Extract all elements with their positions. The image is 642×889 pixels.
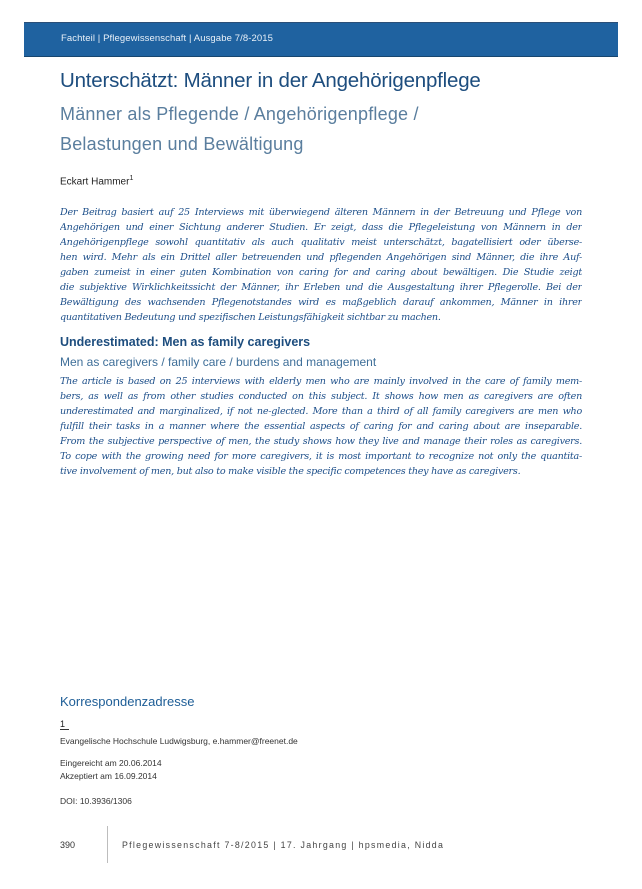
abstract-de-line: hen wird. Mehr als ein Drittel aller betreuenden und pflegenden Angehörigen sind Männer, die ihre Auf- <box>60 252 582 263</box>
abstract-de-line: quantitativen Bedeutung und spezifischen Leistungsfähigkeit sichtbar zu machen. <box>60 312 441 323</box>
abstract-en-line: bers, as well as from other studies conducted on this subject. It shows how men as caregivers are often <box>60 391 582 402</box>
footer-divider <box>107 826 108 863</box>
abstract-en-line: underestimated and marginalized, if not ne-glected. More than a third of all family caregivers are men who <box>60 406 582 417</box>
footer-journal-info: Pflegewissenschaft 7-8/2015 | 17. Jahrgang | hpsmedia, Nidda <box>122 840 445 850</box>
abstract-de-line: Angehörigen und einer Sichtung anderer Studien. Er zeigt, dass die Pflegeleistung von Männern in der <box>60 222 582 233</box>
abstract-en-line: To cope with the growing need for more caregivers, it is most important to recognize not only the quantita- <box>60 451 582 462</box>
abstract-en-line: From the subjective perspective of men, the study shows how they live and manage their roles as caregivers. <box>60 436 582 447</box>
abstract-de-line: Bewältigung des wachsenden Pflegenotstandes wird es maßgeblich darauf ankommen, Männer in ihrer <box>60 297 582 308</box>
abstract-en-line: tive involvement of men, but also to make visible the specific competences they have as caregivers. <box>60 466 521 477</box>
page-number: 390 <box>60 840 76 850</box>
abstract-de-line: gaben zumeist in einer guten Kombination von caring for and caring about bewältigen. Die Studie zeigt <box>60 267 582 278</box>
english-subtitle: Men as caregivers / family care / burdens and management <box>60 355 377 369</box>
doi-reference: DOI: 10.3936/1306 <box>60 796 132 806</box>
english-title: Underestimated: Men as family caregivers <box>60 335 311 349</box>
article-subtitle-line-2: Belastungen und Bewältigung <box>60 134 304 154</box>
banner-text: Fachteil | Pflegewissenschaft | Ausgabe 7/8-2015 <box>61 33 273 44</box>
article-title: Unterschätzt: Männer in der Angehörigenpflege <box>60 69 481 92</box>
received-date: Eingereicht am 20.06.2014 <box>60 758 162 768</box>
abstract-de-line: Angehörigenpflege sowohl quantitativ als auch qualitativ meist unterschätzt, bagatellisiert oder überse- <box>60 237 582 248</box>
article-subtitle-line-1: Männer als Pflegende / Angehörigenpflege / <box>60 104 419 124</box>
abstract-de-line: Der Beitrag basiert auf 25 Interviews mit überwiegend älteren Männern in der Betreuung und Pflege von <box>60 207 582 218</box>
author-name: Eckart Hammer <box>60 176 130 188</box>
accepted-date: Akzeptiert am 16.09.2014 <box>60 771 157 781</box>
abstract-de-line: die subjektive Wirklichkeitssicht der Männer, ihr Erleben und die Ausgestaltung ihrer Pflegerolle. Bei der <box>60 282 582 293</box>
abstract-en-line: fulfill their tasks in a manner where the essential aspects of caring for and caring about are inseparable. <box>60 421 582 432</box>
correspondence-address: Evangelische Hochschule Ludwigsburg, e.hammer@freenet.de <box>60 736 298 746</box>
abstract-german <box>60 205 582 325</box>
correspondence-heading: Korrespondenzadresse <box>60 694 195 709</box>
abstract-english <box>60 374 582 479</box>
author-line <box>60 175 133 187</box>
journal-section-banner <box>24 22 618 57</box>
abstract-en-line: The article is based on 25 interviews with elderly men who are mainly involved in the care of family mem- <box>60 376 582 387</box>
correspondence-footnote-number: 1 <box>60 719 69 730</box>
author-footnote-marker: 1 <box>129 175 134 182</box>
